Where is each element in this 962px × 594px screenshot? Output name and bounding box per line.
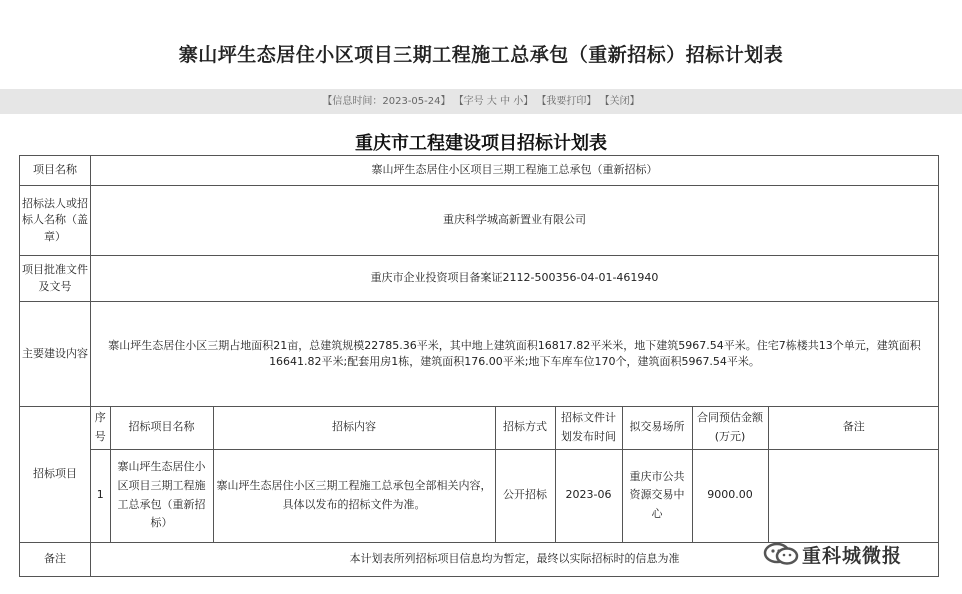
font-size-small-link[interactable]: 小】 <box>513 96 534 107</box>
tenderer-value: 重庆科学城高新置业有限公司 <box>91 186 939 256</box>
font-size-prefix: 【字号 <box>453 96 484 107</box>
table-row <box>91 449 939 542</box>
cell-time: 2023-06 <box>555 449 622 542</box>
close-link[interactable]: 【关闭】 <box>599 96 640 107</box>
approval-label: 项目批准文件及文号 <box>20 256 91 302</box>
info-date: 【信息时间：2023-05-24】 <box>322 96 451 107</box>
tenderer-label: 招标法人或招标人名称（盖章） <box>20 186 91 256</box>
row-project-name <box>20 156 939 186</box>
remark-value: 本计划表所列招标项目信息均为暂定，最终以实际招标时的信息为准 <box>91 543 939 577</box>
cell-method: 公开招标 <box>495 449 555 542</box>
wechat-watermark <box>762 537 942 571</box>
bid-items-label: 招标项目 <box>20 407 91 543</box>
col-header-name: 招标项目名称 <box>110 407 213 449</box>
print-link[interactable]: 【我要打印】 <box>536 96 597 107</box>
cell-name: 寨山坪生态居住小区项目三期工程施工总承包（重新招标） <box>110 449 213 542</box>
cell-content: 寨山坪生态居住小区三期工程施工总承包全部相关内容，具体以发布的招标文件为准。 <box>213 449 495 542</box>
font-size-mid-link[interactable]: 中 <box>500 96 511 107</box>
remark-label: 备注 <box>20 543 91 577</box>
cell-no: 1 <box>91 449 110 542</box>
row-bid-items <box>20 407 939 543</box>
col-header-remark: 备注 <box>768 407 939 449</box>
project-name-value: 寨山坪生态居住小区项目三期工程施工总承包（重新招标） <box>91 156 939 186</box>
cell-remark <box>768 449 939 542</box>
content-label: 主要建设内容 <box>20 302 91 407</box>
col-header-method: 招标方式 <box>495 407 555 449</box>
project-name-label: 项目名称 <box>20 156 91 186</box>
cell-place: 重庆市公共资源交易中心 <box>622 449 692 542</box>
bid-items-header <box>91 407 939 449</box>
font-size-big-link[interactable]: 大 <box>486 96 497 107</box>
col-header-time: 招标文件计划发布时间 <box>555 407 622 449</box>
row-content <box>20 302 939 407</box>
wechat-icon <box>762 541 802 567</box>
watermark-text: 重科城微报 <box>802 544 903 567</box>
row-tenderer <box>20 186 939 256</box>
row-approval <box>20 256 939 302</box>
info-bar <box>0 89 962 114</box>
cell-amount: 9000.00 <box>692 449 768 542</box>
col-header-amount: 合同预估金额(万元) <box>692 407 768 449</box>
page-title: 寨山坪生态居住小区项目三期工程施工总承包（重新招标）招标计划表 <box>178 44 784 66</box>
col-header-no: 序号 <box>91 407 110 449</box>
approval-value: 重庆市企业投资项目备案证2112-500356-04-01-461940 <box>91 256 939 302</box>
col-header-place: 拟交易场所 <box>622 407 692 449</box>
col-header-content: 招标内容 <box>213 407 495 449</box>
bid-plan-table <box>19 155 939 577</box>
bid-items-table <box>91 407 939 542</box>
content-value: 寨山坪生态居住小区三期占地面积21亩，总建筑规模22785.36平米，其中地上建筑面积16817.82平米米，地下建筑5967.54平米。住宅7栋楼共13个单元，建筑面积16641.82平米;配套用房1栋，建筑面积176.00平米;地下车库车位170个，建筑面积5967.54平米。 <box>91 302 939 407</box>
table-subtitle: 重庆市工程建设项目招标计划表 <box>355 133 607 154</box>
